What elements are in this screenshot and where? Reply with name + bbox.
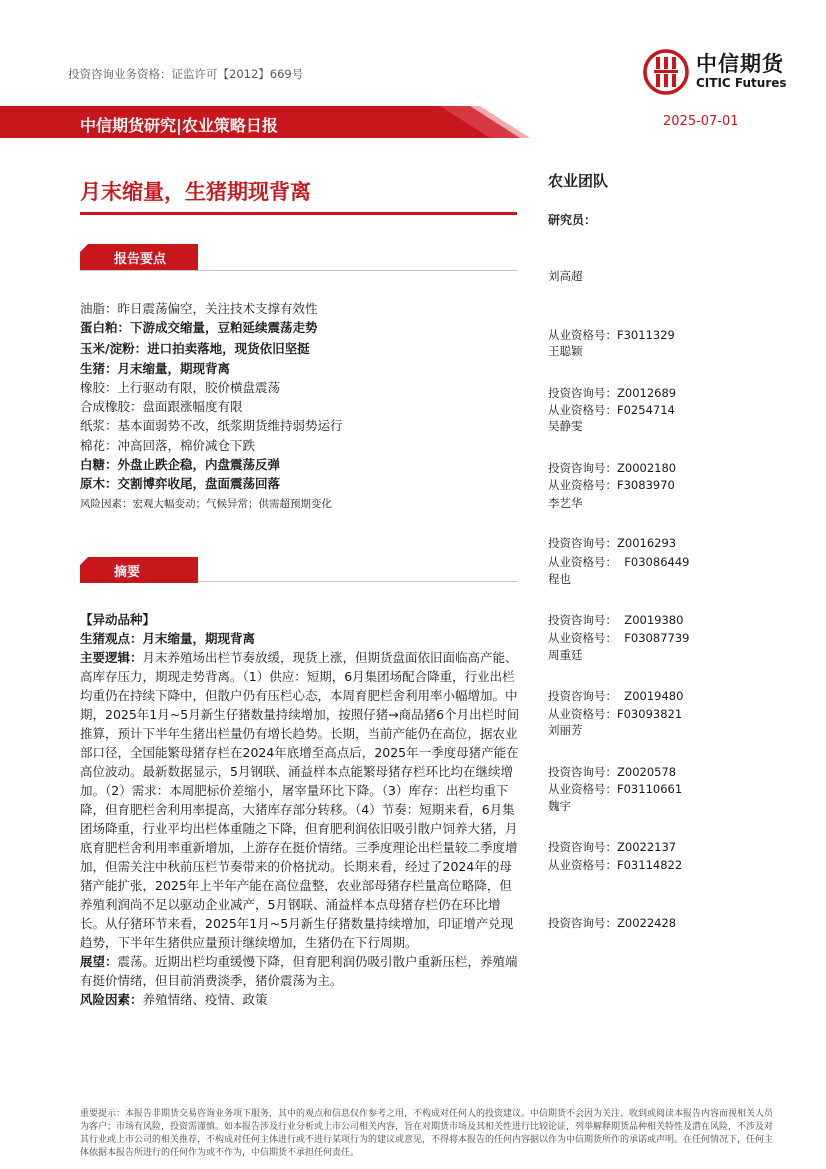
analyst-cert1: 从业资格号：F03093821	[548, 706, 683, 721]
risk-label: 风险因素：	[80, 992, 143, 1007]
page-title: 月末缩量，生猪期现背离	[80, 180, 311, 204]
analyst-name: 魏宇	[548, 799, 571, 813]
analyst-name: 刘高超	[548, 269, 583, 283]
analyst-name: 吴静雯	[548, 419, 583, 433]
report-date: 2025-07-01	[663, 114, 739, 129]
analyst-name: 李艺华	[548, 496, 583, 510]
analyst-cert2: 投资咨询号：Z0022137	[548, 840, 677, 854]
key-points-heading: 报告要点	[114, 252, 167, 267]
key-point-item: 生猪：月末缩量，期现背离	[80, 361, 231, 376]
analyst-name: 王聪颖	[548, 344, 583, 358]
summary-risk	[80, 990, 520, 1009]
logic-text: 月末养殖场出栏节奏放缓，现货上涨，但期货盘面依旧面临高产能、高库存压力，期现走势背离。（1）供应：短期，6月集团场配合降重，行业出栏均重仍在持续下降中，但散户仍有压栏心态，本周育肥栏舍利用率小幅增加。中期，2025年1月~5月新生仔猪数量持续增加，按照仔猪→商品猪6个月出栏时间推算，预计下半年生猪出栏量仍有增长趋势。长期，当前产能仍在高位，据农业部口径，全国能繁母猪存栏在2024年底增至高点后，2025年一季度母猪产能在高位波动。最新数据显示，5月钢联、涌益样本点能繁母猪存栏环比均在继续增加。（2）需求：本周肥标价差缩小，屠宰量环比下降。（3）库存：出栏均重下降，但育肥栏舍利用率提高，大猪库存部分转移。（4）节奏：短期来看，6月集团场降重，行业平均出栏体重随之下降，但育肥利润依旧吸引散户饲养大猪，月底育肥栏舍利用率重新增加，上游存在挺价情绪。三季度理论出栏量较二季度增加，但需关注中秋前压栏节奏带来的价格扰动。长期来看，经过了2024年的母猪产能扩张，2025年上半年产能在高位盘整，农业部母猪存栏量高位略降，但养殖利润尚不足以驱动企业减产，5月钢联、涌益样本点母猪存栏仍在环比增长。从仔猪环节来看，2025年1月~5月新生仔猪数量持续增加，印证增产兑现趋势，下半年生猪供应量预计继续增加，生猪仍在下行周期。	[80, 650, 520, 950]
analyst-name: 周重廷	[548, 648, 583, 662]
analyst-cert1: 从业资格号：F03114822	[548, 857, 683, 872]
analyst-cert2: 投资咨询号：Z0020578	[548, 765, 677, 779]
analyst-card	[548, 758, 682, 953]
researcher-label: 研究员：	[548, 213, 597, 227]
outlook-text: 震荡。近期出栏均重缓慢下降，但育肥利润仍吸引散户重新压栏，养殖端有挺价情绪，但目前消费淡季，猪价震荡为主。	[80, 954, 518, 988]
summary-body	[80, 610, 520, 1009]
disclaimer: 重要提示：本报告非期货交易咨询业务项下服务，其中的观点和信息仅作参考之用，不构成对任何人的投资建议。中信期货不会因为关注、收到或阅读本报告内容而视相关人员为客户；市场有风险，投资需谨慎。如本报告涉及行业分析或上市公司相关内容，旨在对期货市场及其相关性进行比较论证，列举解释期货品种相关特性及潜在风险，不涉及对其行业或上市公司的相关推荐，不构成对任何主体进行或不进行某项行为的建议或意见，不得将本报告的任何内容据以作为中信期货所作的承诺或声明。在任何情况下，任何主体依据本报告所进行的任何作为或不作为，中信期货不承担任何责任。	[80, 1109, 774, 1158]
logic-label: 主要逻辑：	[80, 650, 143, 665]
key-point-item: 合成橡胶：盘面跟涨幅度有限	[80, 399, 243, 414]
analyst-name: 程也	[548, 572, 571, 586]
analyst-name: 刘丽芳	[548, 723, 583, 737]
analyst-cert2: 投资咨询号：Z0022428	[548, 916, 677, 930]
banner-title: 中信期货研究|农业策略日报	[80, 116, 278, 135]
summary-heading: 摘要	[114, 565, 141, 580]
analyst-cert1: 从业资格号：F03110661	[548, 781, 683, 796]
key-point-item: 原木：交割博弈收尾，盘面震荡回落	[80, 476, 281, 491]
citic-logo-icon	[642, 48, 690, 96]
company-logo	[640, 44, 806, 100]
key-point-item: 橡胶：上行驱动有限，胶价横盘震荡	[80, 380, 281, 395]
key-point-item: 蛋白粕：下游成交缩量，豆粕延续震荡走势	[80, 320, 318, 335]
key-point-item: 纸浆：基本面弱势不改，纸浆期货维持弱势运行	[80, 418, 343, 433]
risk-text: 养殖情绪、疫情、政策	[142, 992, 268, 1007]
analyst-cert1: 从业资格号：F0254714	[548, 402, 675, 417]
logo-en: CITIC Futures	[696, 76, 787, 90]
license-text: 投资咨询业务资格：证监许可【2012】669号	[68, 67, 304, 81]
analyst-cert1: 从业资格号：F3083970	[548, 477, 675, 492]
key-points-risk: 风险因素：宏观大幅变动；气候异常；供需超预期变化	[80, 498, 332, 510]
outlook-label: 展望：	[80, 954, 118, 969]
analyst-cert1: 从业资格号： F03087739	[548, 630, 690, 645]
key-point-item: 棉花：冲高回落，棉价减仓下跌	[80, 438, 256, 453]
section-divider	[80, 270, 517, 271]
analyst-cert2: 投资咨询号：Z0002180	[548, 461, 677, 475]
analyst-cert2: 投资咨询号：Z0016293	[548, 536, 677, 550]
summary-logic	[80, 648, 520, 952]
analyst-cert1: 从业资格号：F3011329	[548, 327, 675, 342]
analyst-cert2: 投资咨询号： Z0019380	[548, 613, 684, 627]
summary-outlook	[80, 952, 520, 990]
title-divider	[80, 212, 517, 215]
key-point-item: 油脂：昨日震荡偏空，关注技术支撑有效性	[80, 301, 318, 316]
key-point-item: 白糖：外盘止跌企稳，内盘震荡反弹	[80, 457, 281, 472]
analyst-cert2: 投资咨询号： Z0019480	[548, 689, 684, 703]
summary-view: 生猪观点：月末缩量，期现背离	[80, 631, 256, 646]
summary-category: 【异动品种】	[80, 612, 156, 627]
team-title: 农业团队	[548, 172, 609, 190]
key-point-item: 玉米/淀粉：进口拍卖落地，现货依旧坚挺	[80, 341, 310, 356]
analyst-cert2: 投资咨询号：Z0012689	[548, 386, 677, 400]
logo-cn: 中信期货	[696, 52, 784, 76]
analyst-cert1: 从业资格号： F03086449	[548, 554, 690, 569]
